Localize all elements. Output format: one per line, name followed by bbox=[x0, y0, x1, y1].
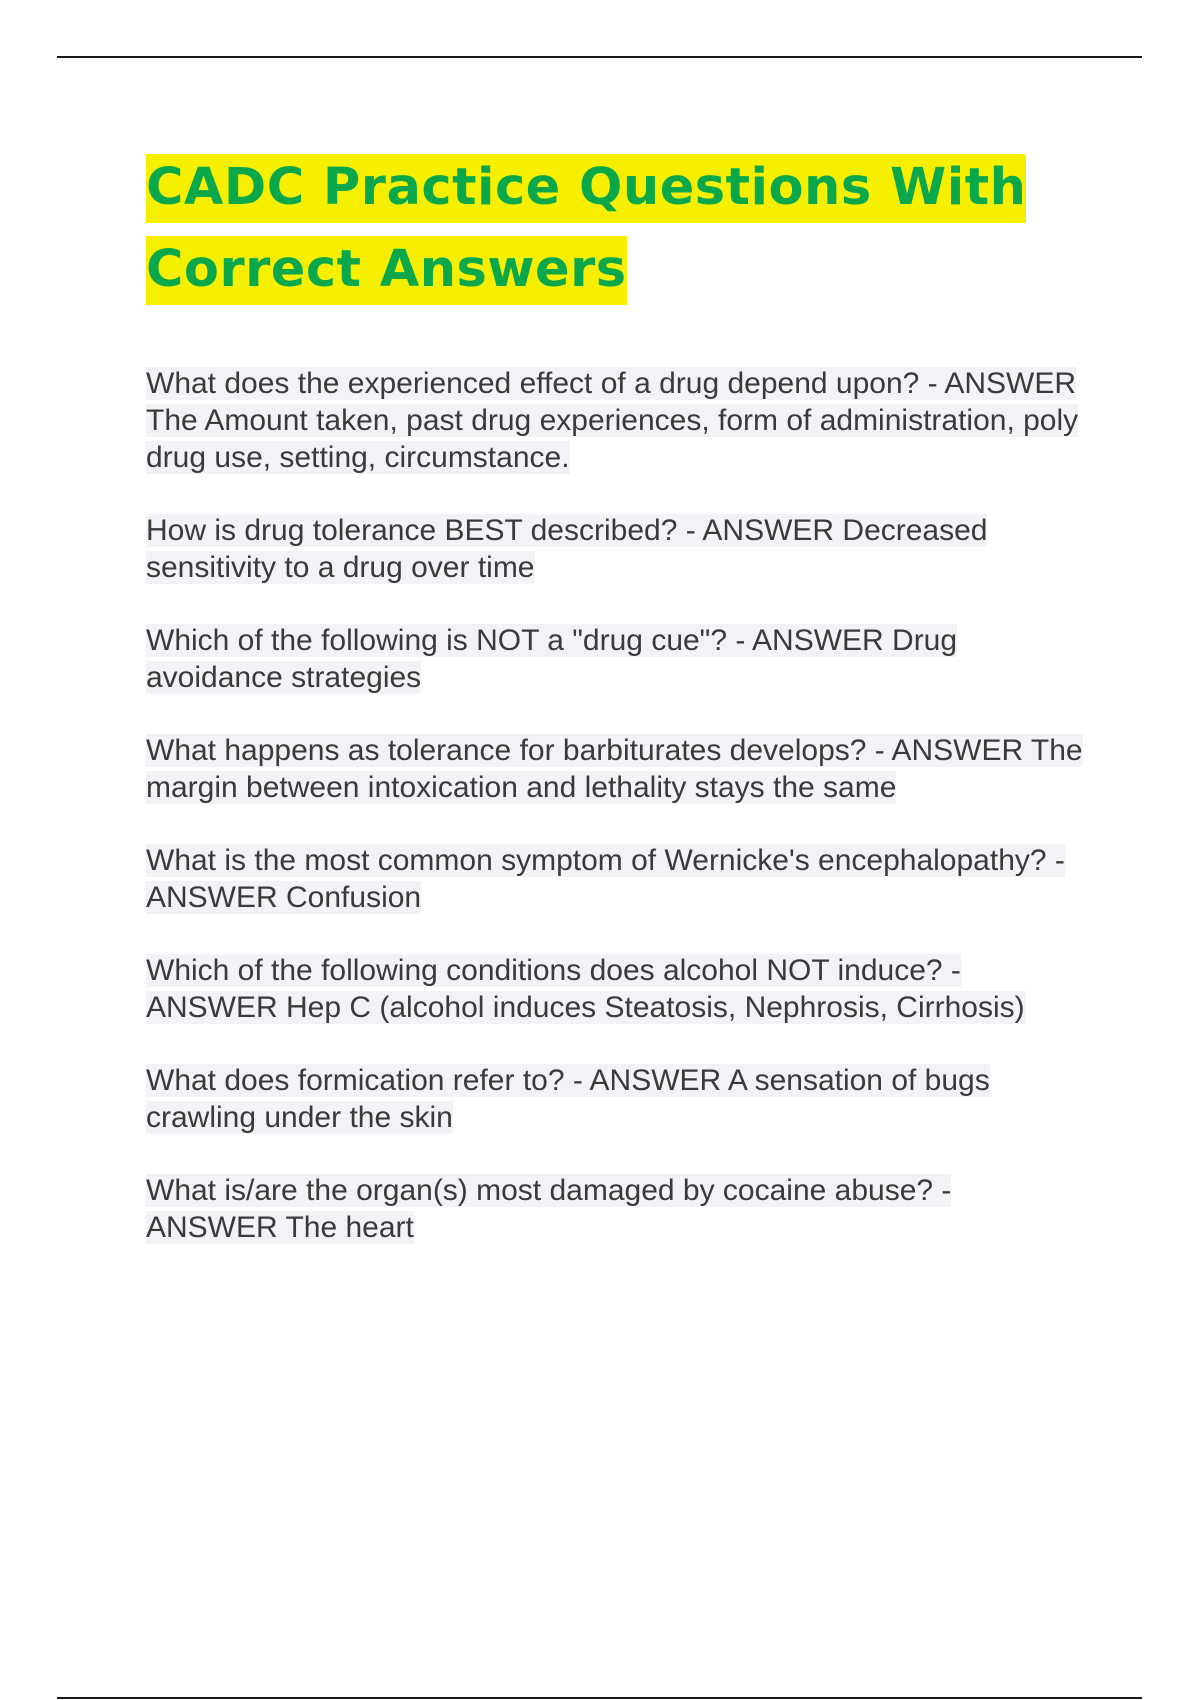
document-title-text: CADC Practice Questions With Correct Answers bbox=[146, 154, 1026, 305]
qa-item-text: What does the experienced effect of a drug depend upon? - ANSWER The Amount taken, past drug experiences, form of administration, poly drug use, setting, circumstance. bbox=[146, 367, 1079, 474]
qa-item bbox=[146, 952, 1086, 1026]
qa-item-text: What is/are the organ(s) most damaged by cocaine abuse? - ANSWER The heart bbox=[146, 1174, 952, 1244]
qa-item bbox=[146, 842, 1086, 916]
qa-item-text: What does formication refer to? - ANSWER A sensation of bugs crawling under the skin bbox=[146, 1064, 990, 1134]
qa-item bbox=[146, 732, 1086, 806]
header-rule bbox=[57, 56, 1142, 58]
qa-item-text: What happens as tolerance for barbiturates develops? - ANSWER The margin between intoxication and lethality stays the same bbox=[146, 734, 1083, 804]
qa-item bbox=[146, 1062, 1086, 1136]
qa-item-text: What is the most common symptom of Wernicke's encephalopathy? - ANSWER Confusion bbox=[146, 844, 1065, 914]
qa-item bbox=[146, 622, 1086, 696]
qa-item-text: How is drug tolerance BEST described? - ANSWER Decreased sensitivity to a drug over time bbox=[146, 514, 988, 584]
qa-list bbox=[146, 365, 1086, 1282]
qa-item bbox=[146, 365, 1086, 476]
document-title bbox=[146, 147, 1076, 311]
qa-item bbox=[146, 1172, 1086, 1246]
qa-item-text: Which of the following is NOT a "drug cue"? - ANSWER Drug avoidance strategies bbox=[146, 624, 958, 694]
footer-rule bbox=[57, 1697, 1142, 1699]
qa-item bbox=[146, 512, 1086, 586]
qa-item-text: Which of the following conditions does alcohol NOT induce? - ANSWER Hep C (alcohol induces Steatosis, Nephrosis, Cirrhosis) bbox=[146, 954, 1025, 1024]
